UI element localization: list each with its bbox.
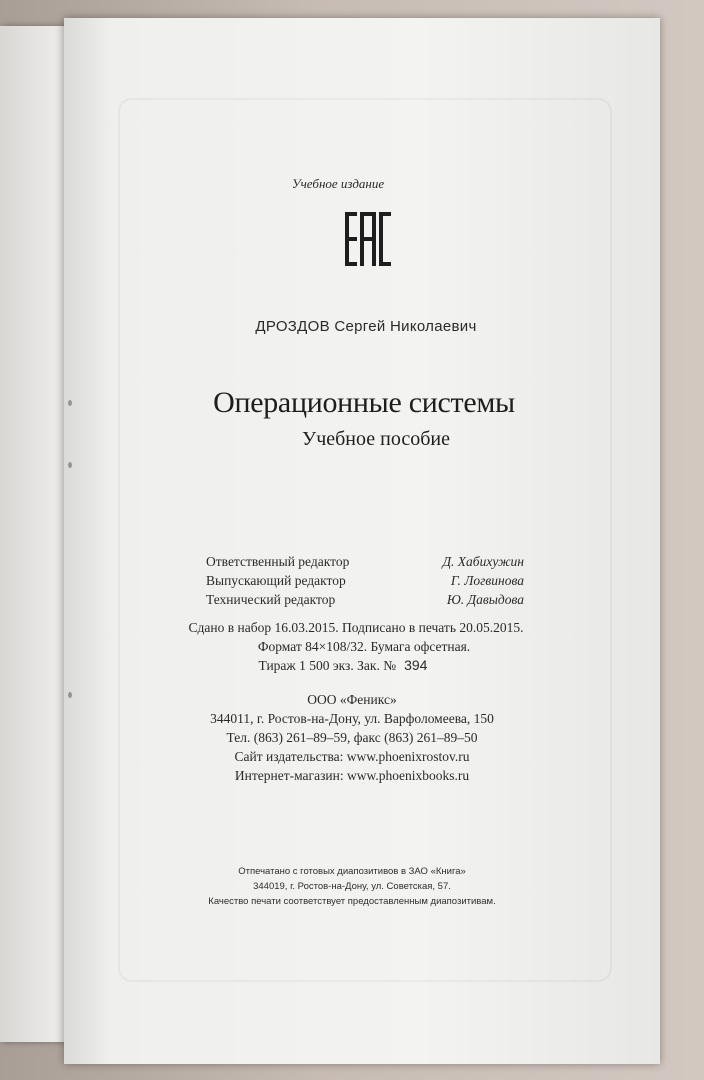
publisher-address: 344011, г. Ростов-на-Дону, ул. Варфоломеева, 150 — [210, 711, 494, 726]
print-run-label: Тираж 1 500 экз. Зак. № — [258, 658, 397, 673]
credit-name: Ю. Давыдова — [446, 592, 524, 607]
print-run — [0, 656, 704, 675]
printer-line: Отпечатано с готовых диапозитивов в ЗАО «Книга» — [238, 866, 466, 877]
printer-info — [0, 864, 704, 909]
editorial-credits — [206, 552, 536, 609]
credit-role: Технический редактор — [206, 592, 336, 607]
publisher-info — [0, 690, 704, 785]
publisher-name: ООО «Феникс» — [307, 692, 397, 707]
publisher-shop: Интернет-магазин: www.phoenixbooks.ru — [234, 768, 470, 783]
credit-row — [206, 571, 536, 590]
book-title: Операционные системы — [213, 386, 515, 419]
format-and-paper: Формат 84×108/32. Бумага офсетная. — [257, 639, 471, 654]
credit-role: Выпускающий редактор — [206, 573, 346, 588]
credit-role: Ответственный редактор — [206, 554, 350, 569]
print-details — [0, 618, 704, 675]
signed-to-print: Сдано в набор 16.03.2015. Подписано в печать 20.05.2015. — [188, 620, 524, 635]
eac-certification-icon — [343, 210, 393, 268]
edition-type: Учебное издание — [291, 176, 385, 191]
printer-address: 344019, г. Ростов-на-Дону, ул. Советская, 57. — [253, 881, 451, 892]
author: ДРОЗДОВ Сергей Николаевич — [255, 318, 477, 335]
credit-name: Г. Логвинова — [450, 573, 524, 588]
binding-hole — [68, 462, 72, 468]
print-quality-note: Качество печати соответствует предоставленным диапозитивам. — [208, 896, 496, 907]
book-subtitle: Учебное пособие — [302, 428, 450, 450]
credit-name: Д. Хабихужин — [442, 554, 524, 569]
publisher-phone: Тел. (863) 261–89–59, факс (863) 261–89–50 — [226, 730, 478, 745]
publisher-site: Сайт издательства: www.phoenixrostov.ru — [234, 749, 470, 764]
credit-row — [206, 552, 536, 571]
order-number: 394 — [404, 657, 428, 673]
credit-row — [206, 590, 536, 609]
